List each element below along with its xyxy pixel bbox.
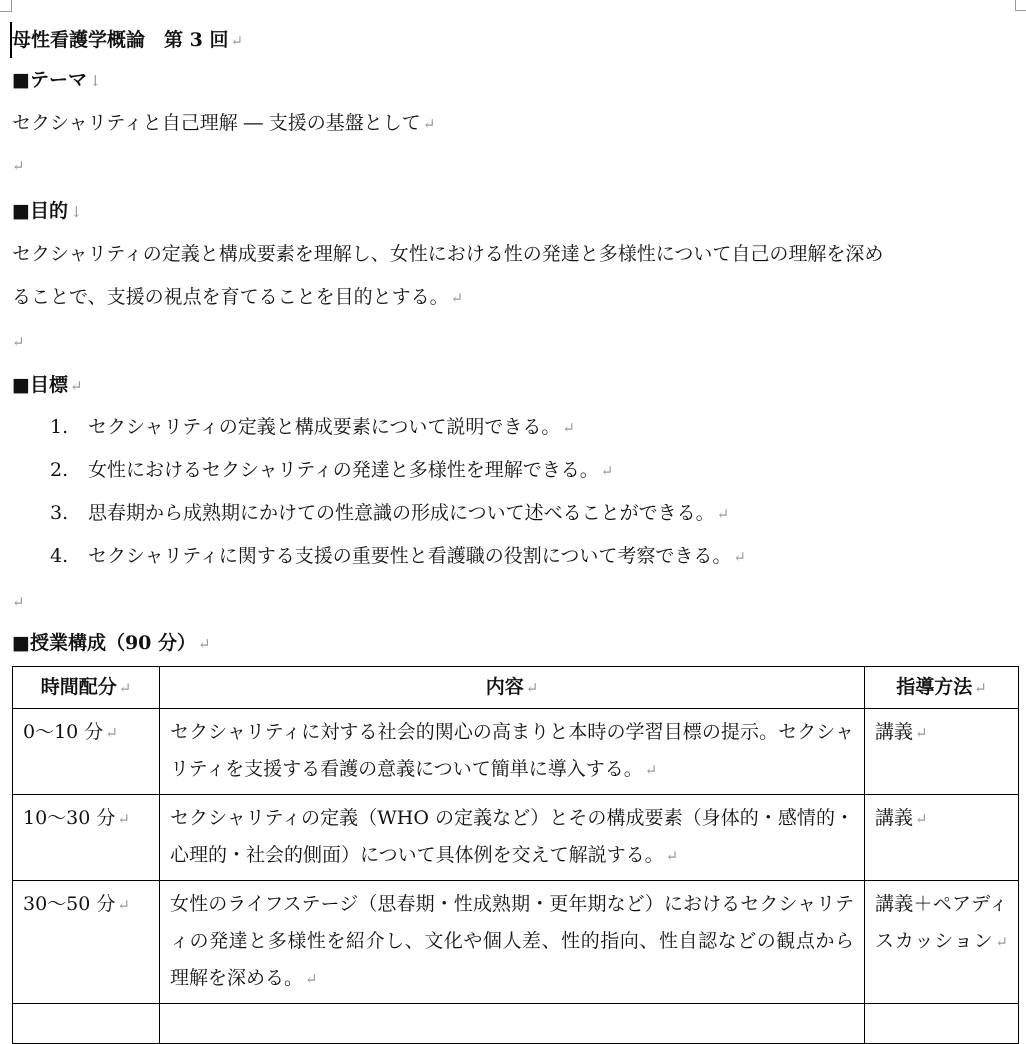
- time-cell[interactable]: [13, 795, 160, 881]
- goals-heading: ■目標: [12, 374, 68, 396]
- theme-body-line[interactable]: [12, 108, 435, 139]
- goal-number: 1.: [50, 416, 69, 438]
- paragraph-mark: ↵: [450, 289, 464, 307]
- goal-item[interactable]: [50, 455, 613, 486]
- time-text: 30～50 分: [23, 893, 116, 915]
- paragraph-mark: ↵: [733, 548, 746, 566]
- table-header-row: [13, 667, 1019, 709]
- time-cell[interactable]: [13, 881, 160, 1004]
- goal-text: 思春期から成熟期にかけての性意識の形成について述べることができる。: [88, 502, 715, 524]
- method-cell[interactable]: [865, 881, 1019, 1004]
- goal-number: 4.: [50, 545, 69, 567]
- goals-heading-line[interactable]: [12, 370, 83, 401]
- header-content[interactable]: [160, 667, 865, 709]
- header-content-label: 内容: [485, 676, 524, 698]
- page-corner-mark-left: [0, 0, 12, 12]
- document-title: 母性看護学概論 第 3 回: [12, 29, 229, 51]
- empty-paragraph[interactable]: [12, 586, 25, 617]
- paragraph-mark: ↵: [12, 333, 25, 351]
- goal-text: 女性におけるセクシャリティの発達と多様性を理解できる。: [88, 459, 599, 481]
- header-method[interactable]: [865, 667, 1019, 709]
- goal-text: セクシャリティに関する支援の重要性と看護職の役割について考察できる。: [88, 545, 732, 567]
- method-text: 講義＋ペアディスカッション: [875, 893, 1008, 952]
- paragraph-mark: ↵: [230, 32, 244, 50]
- purpose-body-1: セクシャリティの定義と構成要素を理解し、女性における性の発達と多様性について自己の理解を深め: [12, 243, 884, 265]
- header-time-label: 時間配分: [40, 676, 117, 698]
- cell-mark: ↵: [305, 970, 318, 988]
- paragraph-mark: ↵: [716, 505, 730, 523]
- theme-body: セクシャリティと自己理解 ― 支援の基盤として: [12, 112, 421, 134]
- method-cell[interactable]: [865, 709, 1019, 795]
- cell-mark: ↵: [974, 679, 987, 697]
- table-row: [13, 881, 1019, 1004]
- goal-number: 3.: [50, 502, 69, 524]
- line-break-mark: ↓: [69, 203, 83, 221]
- goal-item[interactable]: [50, 541, 746, 572]
- purpose-heading-line[interactable]: [12, 196, 83, 227]
- cell-mark: ↵: [105, 724, 118, 742]
- purpose-body-2: ることで、支援の視点を育てることを目的とする。: [12, 286, 449, 308]
- table-row: [13, 709, 1019, 795]
- cell-mark: ↵: [995, 933, 1008, 951]
- cell-mark: ↵: [117, 896, 130, 914]
- content-cell[interactable]: [160, 881, 865, 1004]
- content-text: セクシャリティに対する社会的関心の高まりと本時の学習目標の提示。セクシャリティを支援する看護の意義について簡単に導入する。: [170, 721, 854, 780]
- goal-item[interactable]: [50, 498, 729, 529]
- table-row: [13, 1004, 1019, 1044]
- structure-heading-line[interactable]: [12, 628, 211, 659]
- method-text: 講義: [875, 807, 914, 829]
- empty-paragraph[interactable]: [12, 326, 25, 357]
- purpose-heading: ■目的: [12, 200, 68, 222]
- page-corner-mark-right: [1015, 0, 1026, 11]
- paragraph-mark: ↵: [12, 157, 25, 175]
- purpose-body-line-2[interactable]: [12, 282, 463, 313]
- header-time[interactable]: [13, 667, 160, 709]
- content-cell[interactable]: [160, 709, 865, 795]
- time-cell[interactable]: [13, 709, 160, 795]
- content-cell[interactable]: [160, 1004, 865, 1044]
- method-cell[interactable]: [865, 1004, 1019, 1044]
- method-text: 講義: [875, 721, 914, 743]
- paragraph-mark: ↵: [12, 593, 25, 611]
- time-text: 0～10 分: [23, 721, 104, 743]
- empty-paragraph[interactable]: [12, 150, 25, 181]
- structure-heading: ■授業構成（90 分）: [12, 632, 197, 654]
- method-cell[interactable]: [865, 795, 1019, 881]
- line-break-mark: ↓: [88, 72, 102, 90]
- time-text: 10～30 分: [23, 807, 116, 829]
- goal-item[interactable]: [50, 412, 575, 443]
- table-row: [13, 795, 1019, 881]
- goal-text: セクシャリティの定義と構成要素について説明できる。: [88, 416, 561, 438]
- cell-mark: ↵: [117, 810, 130, 828]
- content-text: 女性のライフステージ（思春期・性成熟期・更年期など）におけるセクシャリティの発達と多様性を紹介し、文化や個人差、性的指向、性自認などの観点から理解を深める。: [170, 893, 854, 989]
- cell-mark: ↵: [118, 679, 132, 697]
- cell-mark: ↵: [644, 761, 658, 779]
- theme-heading-line[interactable]: [12, 65, 102, 96]
- paragraph-mark: ↵: [562, 419, 575, 437]
- goal-number: 2.: [50, 459, 69, 481]
- content-text: セクシャリティの定義（WHO の定義など）とその構成要素（身体的・感情的・心理的・社会的側面）について具体例を交えて解説する。: [170, 807, 854, 866]
- paragraph-mark: ↵: [198, 635, 211, 653]
- paragraph-mark: ↵: [69, 377, 83, 395]
- document-title-line[interactable]: [12, 25, 243, 56]
- cell-mark: ↵: [525, 679, 539, 697]
- cell-mark: ↵: [915, 724, 928, 742]
- paragraph-mark: ↵: [422, 115, 436, 133]
- cell-mark: ↵: [665, 847, 679, 865]
- content-cell[interactable]: [160, 795, 865, 881]
- cell-mark: ↵: [915, 810, 928, 828]
- time-cell[interactable]: [13, 1004, 160, 1044]
- purpose-body-line-1[interactable]: [12, 239, 883, 269]
- lesson-schedule-table: [12, 666, 1019, 1044]
- header-method-label: 指導方法: [896, 676, 973, 698]
- paragraph-mark: ↵: [600, 462, 614, 480]
- theme-heading: ■テーマ: [12, 69, 87, 91]
